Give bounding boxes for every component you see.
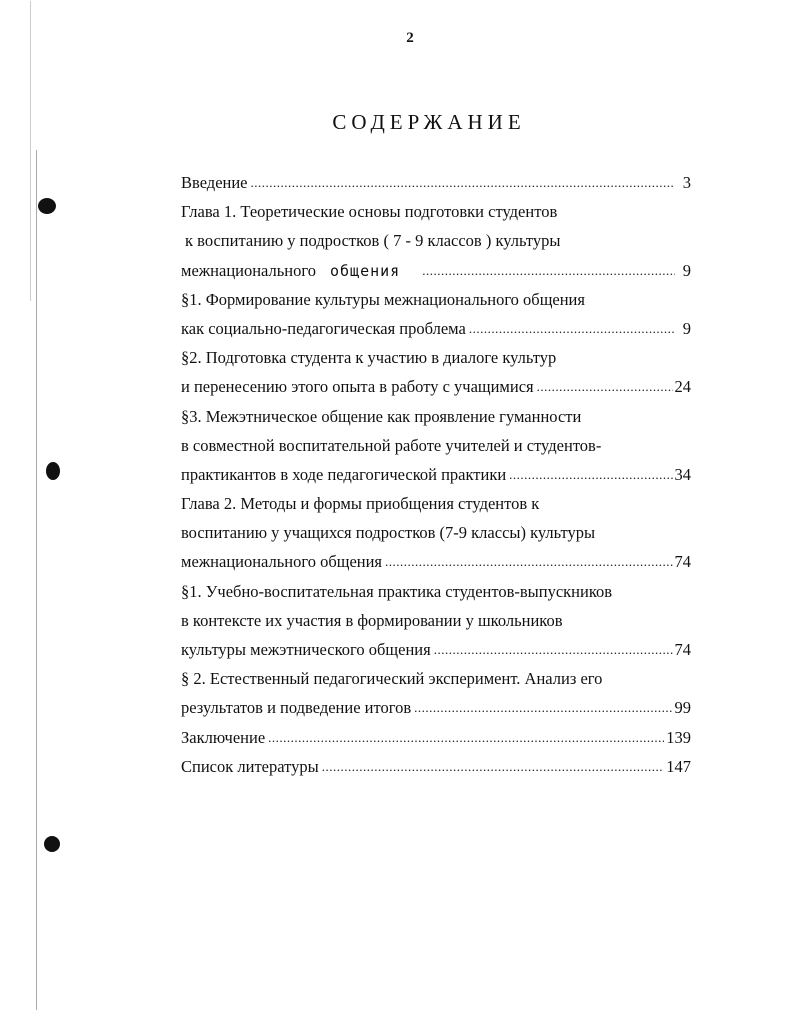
toc-entry-text: межнационального общения <box>181 552 383 572</box>
toc-entry <box>181 435 691 464</box>
toc-entry-text: к воспитанию у подростков ( 7 - 9 классов ) культуры <box>185 231 561 251</box>
dot-leader <box>414 697 672 719</box>
toc-entry-page: 24 <box>674 377 691 397</box>
toc-entry <box>181 581 691 610</box>
toc-entry-text: воспитанию у учащихся подростков (7-9 классы) культуры <box>181 523 596 543</box>
toc-entry <box>181 727 691 756</box>
toc-entry-text: Глава 1. Теоретические основы подготовки студентов <box>181 202 558 222</box>
toc-entry-text: Глава 2. Методы и формы приобщения студентов к <box>181 494 540 514</box>
toc-entry <box>181 172 691 201</box>
toc-entry-page: 74 <box>674 552 691 572</box>
toc-entry <box>181 551 691 580</box>
toc-entry <box>181 260 691 289</box>
scan-artifact-mark <box>46 462 60 480</box>
toc-entry-text: культуры межэтнического общения <box>181 640 431 659</box>
dot-leader <box>469 318 675 340</box>
toc-entry <box>181 201 691 230</box>
toc-entry <box>181 493 691 522</box>
toc-entry <box>181 347 691 376</box>
toc-entry-text: практикантов в ходе педагогической практики <box>181 464 507 484</box>
toc-entry-text: Введение <box>181 173 248 192</box>
toc-entry-page: 74 <box>674 640 691 659</box>
toc-entry <box>181 230 691 259</box>
scan-artifact-mark <box>44 836 60 852</box>
toc-entry-page: 9 <box>682 260 691 280</box>
toc-entry-page: 99 <box>674 698 691 718</box>
dot-leader <box>434 639 673 661</box>
table-of-contents <box>181 172 691 785</box>
toc-entry <box>181 697 691 726</box>
toc-entry-page: 9 <box>682 318 691 338</box>
toc-entry-text: §3. Межэтническое общение как проявление гуманности <box>181 406 582 426</box>
toc-entry-page: 139 <box>666 727 691 747</box>
toc-entry-page: 3 <box>682 173 691 192</box>
toc-entry-text: в совместной воспитательной работе учителей и студентов- <box>181 435 602 455</box>
toc-entry-text: §2. Подготовка студента к участию в диалоге культур <box>181 348 557 368</box>
toc-entry-text: межнационального <box>181 260 316 280</box>
toc-entry-text: § 2. Естественный педагогический эксперимент. Анализ его <box>181 669 603 689</box>
toc-entry-text-typed: общения <box>329 261 401 280</box>
scan-artifact-mark <box>38 198 56 214</box>
toc-entry <box>181 464 691 493</box>
dot-leader <box>268 727 664 749</box>
toc-entry <box>181 668 691 697</box>
toc-entry <box>181 376 691 405</box>
toc-entry-text: §1. Формирование культуры межнационального общения <box>181 289 585 309</box>
toc-entry-page: 34 <box>674 464 691 484</box>
dot-leader <box>509 464 672 486</box>
page-number: 2 <box>406 30 414 46</box>
toc-entry-text: и перенесению этого опыта в работу с учащимися <box>181 377 534 397</box>
toc-entry-text: как социально-педагогическая проблема <box>181 318 466 338</box>
toc-entry <box>181 406 691 435</box>
dot-leader <box>322 756 665 778</box>
toc-entry <box>181 639 691 668</box>
dot-leader <box>537 376 673 398</box>
toc-entry-text: §1. Учебно-воспитательная практика студентов-выпускников <box>181 581 613 601</box>
scan-artifact-line <box>36 150 37 1010</box>
toc-entry-text: Заключение <box>181 727 266 747</box>
toc-entry-text: результатов и подведение итогов <box>181 698 412 718</box>
page-title: СОДЕРЖАНИЕ <box>332 110 526 134</box>
dot-leader <box>251 172 675 194</box>
toc-entry <box>181 289 691 318</box>
toc-entry <box>181 318 691 347</box>
toc-entry-text: Список литературы <box>181 756 319 776</box>
toc-entry-text: в контексте их участия в формировании у школьников <box>181 610 563 630</box>
toc-entry <box>181 522 691 551</box>
toc-entry <box>181 756 691 785</box>
dot-leader <box>422 260 675 282</box>
toc-entry-page: 147 <box>666 756 691 776</box>
toc-entry <box>181 610 691 639</box>
dot-leader <box>385 551 672 573</box>
